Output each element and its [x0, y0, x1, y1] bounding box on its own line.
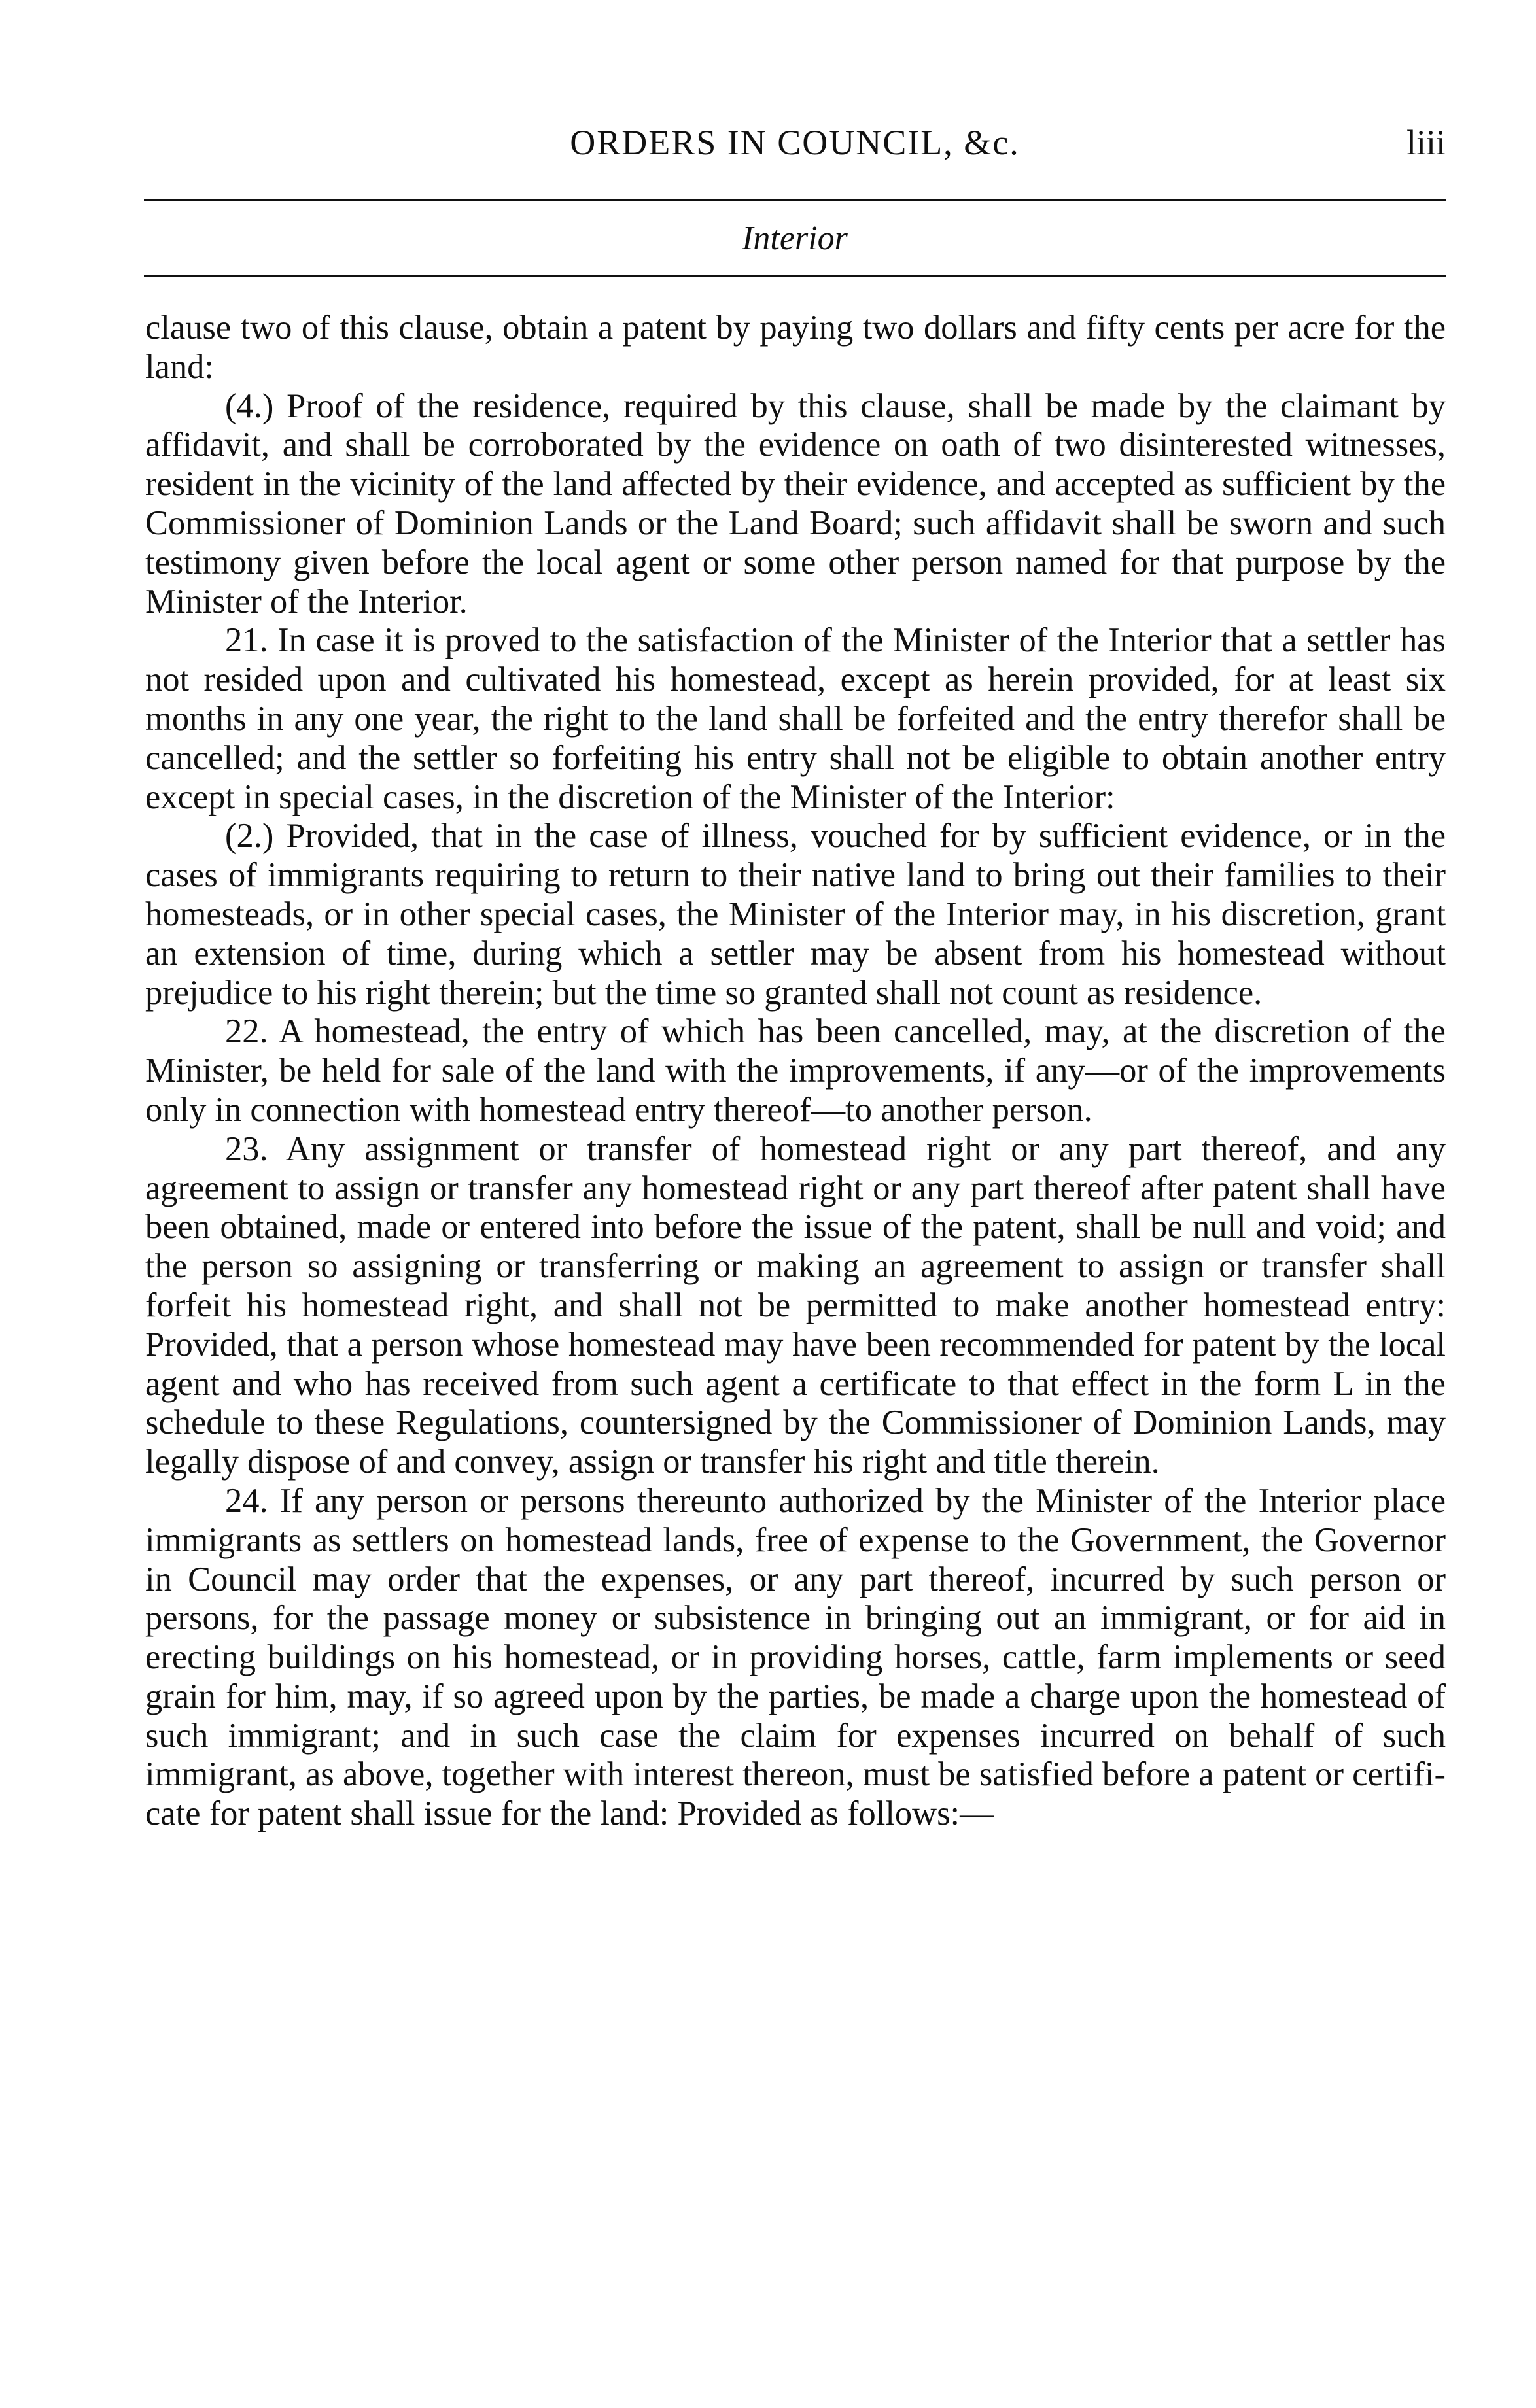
paragraph-subsection-4: (4.) Proof of the residence, required by this clause, shall be made by the claimant by affidavit, and shall be corroborated by the evidence on oath of two disinterested witnesses, resident in the vicinity of the land affected by their evidence, and accepted as sufficient by the Commissioner of Dominion Lands or the Land Board; such affidavit shall be sworn and such testimony given before the local agent or some other person named for that purpose by the Minister of the Interior. [145, 387, 1446, 621]
body-text [145, 309, 1446, 1834]
paragraph-section-24: 24. If any person or persons thereunto authorized by the Minister of the Interior place immigrants as settlers on homestead lands, free of expense to the Government, the Governor in Council may order that the expenses, or any part thereof, incurred by such person or persons, for the passage money or subsistence in bringing out an immigrant, or for aid in erecting buildings on his homestead, or in providing horses, cattle, farm implements or seed grain for him, may, if so agreed upon by the parties, be made a charge upon the homestead of such immigrant; and in such case the claim for expenses incurred on behalf of such immigrant, as above, together with interest thereon, must be satisfied before a patent or certificate for patent shall issue for the land: Provided as follows:— [145, 1481, 1446, 1833]
paragraph-subsection-2: (2.) Provided, that in the case of illness, vouched for by sufficient evidence, or in the cases of immigrants requiring to return to their native land to bring out their families to their homesteads, or in other special cases, the Minister of the Interior may, in his discretion, grant an extension of time, during which a settler may be absent from his homestead without prejudice to his right therein; but the time so granted shall not count as residence. [145, 817, 1446, 1012]
paragraph-clause-continuation: clause two of this clause, obtain a patent by paying two dollars and fifty cents per acre for the land: [145, 309, 1446, 386]
running-title: ORDERS IN COUNCIL, &c. [570, 123, 1020, 162]
header-rule-bottom [144, 275, 1446, 277]
paragraph-section-22: 22. A homestead, the entry of which has been cancelled, may, at the discretion of the Minister, be held for sale of the land with the improvements, if any—or of the improvements only in connection with homestead entry thereof—to another person. [145, 1012, 1446, 1129]
paragraph-section-21: 21. In case it is proved to the satisfaction of the Minister of the Interior that a settler has not resided upon and cultivated his homestead, except as herein provided, for at least six months in any one year, the right to the land shall be forfeited and the entry therefor shall be cancelled; and the settler so forfeiting his entry shall not be eligible to obtain another entry except in special cases, in the discretion of the Minister of the Interior: [145, 621, 1446, 816]
header-rule-top [144, 199, 1446, 201]
section-heading: Interior [742, 220, 848, 257]
page-number: liii [1406, 123, 1446, 162]
paragraph-section-23: 23. Any assignment or transfer of homestead right or any part thereof, and any agreement to assign or transfer any homestead right or any part thereof after patent shall have been obtained, made or entered into before the issue of the patent, shall be null and void; and the person so assigning or transferring or making an agreement to assign or transfer shall forfeit his homestead right, and shall not be permitted to make another homestead entry: Provided, that a person whose homestead may have been recommended for patent by the local agent and who has received from such agent a certificate to that effect in the form L in the schedule to these Regulations, countersigned by the Commissioner of Dominion Lands, may legally dispose of and convey, assign or transfer his right and title therein. [145, 1129, 1446, 1481]
running-head [144, 116, 1446, 169]
